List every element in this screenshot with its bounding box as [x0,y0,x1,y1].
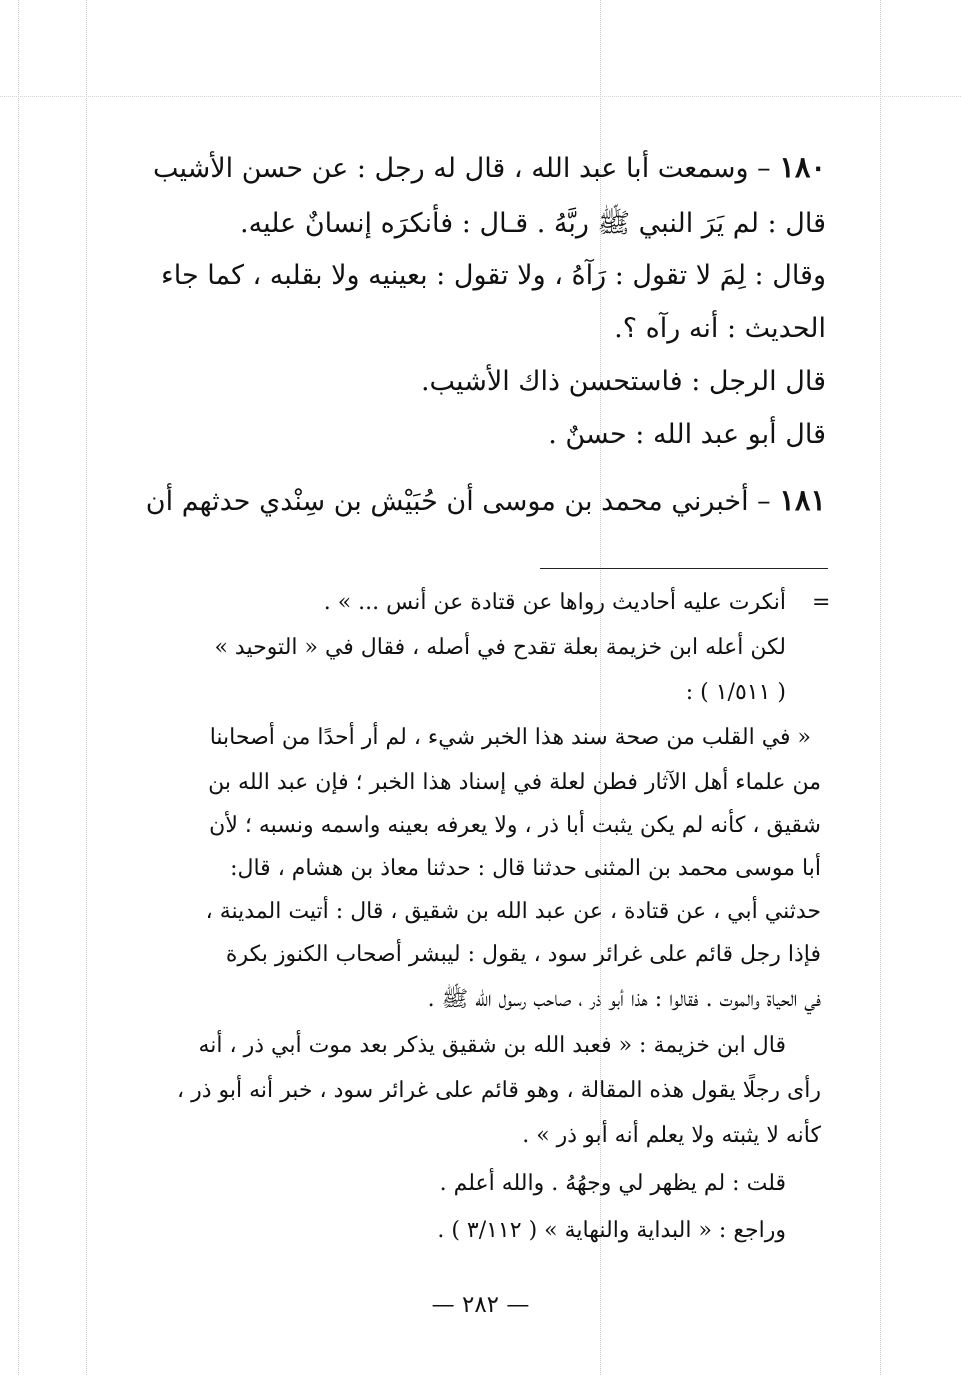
scan-guide-right [880,0,881,1375]
footnote-line: شقيق ، كأنه لم يكن يثبت أبا ذر ، ولا يعرفه بعينه واسمه ونسبه ؛ لأن [209,813,821,838]
paragraph-180-line-2: قال : لم يَرَ النبي ﷺ ربَّهُ . قـال : فأنكرَه إنسانٌ عليه. [240,208,826,239]
footnote-line: في الحياة والموت . فقالوا : هذا أبو ذر ، صاحب رسول الله ﷺ . [427,987,821,1012]
footnote-divider [540,568,828,569]
scan-guide-top [0,96,961,97]
footnote-line: قلت : لم يظهر لي وجهُهُ . والله أعلم . [439,1171,786,1196]
paragraph-180-line-1: ١٨٠ – وسمعت أبا عبد الله ، قال له رجل : عن حسن الأشيب [152,150,826,184]
paragraph-180-line-5: قال الرجل : فاستحسن ذاك الأشيب. [420,366,826,397]
footnote-line: لكن أعله ابن خزيمة بعلة تقدح في أصله ، فقال في « التوحيد » [214,635,786,660]
paragraph-181-line-1: ١٨١ – أخبرني محمد بن موسى أن حُبَيْش بن سِنْدي حدثهم أن [145,483,826,517]
scan-guide-left [18,0,19,1375]
footnote-line: « في القلب من صحة سند هذا الخبر شيء ، لم أر أحدًا من أصحابنا [209,725,811,750]
page-number: — ٢٨٢ — [431,1292,530,1318]
footnote-line: حدثني أبي ، عن قتادة ، عن عبد الله بن شقيق ، قال : أتيت المدينة ، [205,899,821,924]
footnote-line: رأى رجلًا يقول هذه المقالة ، وهو قائم على غرائر سود ، خبر أنه أبو ذر ، [176,1078,821,1103]
footnote-continuation-marker: = [812,590,831,615]
footnote-line: وراجع : « البداية والنهاية » ( ٣/١١٢ ) . [437,1218,786,1243]
footnote-line: أبا موسى محمد بن المثنى حدثنا قال : حدثنا معاذ بن هشام ، قال: [230,856,821,881]
footnote-line: قال ابن خزيمة : « فعبد الله بن شقيق يذكر بعد موت أبي ذر ، أنه [198,1033,786,1058]
hadith-number-181: ١٨١ [779,483,826,517]
paragraph-180-line-3: وقال : لِمَ لا تقول : رَآهُ ، ولا تقول : بعينيه ولا بقلبه ، كما جاء [161,260,826,291]
paragraph-180-line-6: قال أبو عبد الله : حسنٌ . [548,419,826,450]
paragraph-180-line-4: الحديث : أنه رآه ؟. [614,313,826,344]
footnote-line: أنكرت عليه أحاديث رواها عن قتادة عن أنس ... » . [323,590,786,615]
footnote-line: من علماء أهل الآثار فطن لعلة في إسناد هذا الخبر ؛ فإن عبد الله بن [208,770,821,795]
footnote-line: كأنه لا يثبته ولا يعلم أنه أبو ذر » . [522,1123,821,1148]
footnote-line: ( ١/٥١١ ) : [685,680,786,705]
footnote-line: فإذا رجل قائم على غرائر سود ، يقول : ليبشر أصحاب الكنوز بكرة [225,942,821,967]
scan-guide-left-inner [86,0,87,1375]
hadith-number-180: ١٨٠ [779,150,826,184]
